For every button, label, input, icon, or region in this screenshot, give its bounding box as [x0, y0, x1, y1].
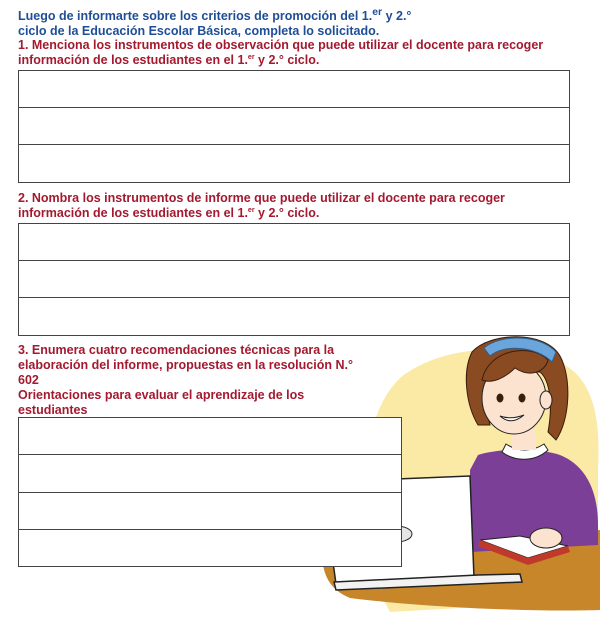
intro-sup: er	[372, 7, 383, 18]
answer-line[interactable]	[19, 455, 401, 492]
intro-line2: ciclo de la Educación Escolar Básica, completa lo solicitado.	[18, 24, 380, 39]
answer-line[interactable]	[19, 493, 401, 530]
intro-line1-b: y 2.°	[382, 9, 412, 24]
answer-line[interactable]	[19, 530, 401, 567]
eye-right	[519, 394, 526, 403]
question-3-line: 3. Enumera cuatro recomendaciones técnicas para la	[18, 343, 335, 357]
question-1	[18, 38, 578, 68]
answer-box-2	[18, 223, 570, 336]
question-2-text: 2. Nombra los instrumentos de informe que puede utilizar el docente para recoger información de los estudiantes en el 1.	[18, 191, 505, 220]
answer-box-3	[18, 417, 402, 567]
answer-line[interactable]	[19, 298, 569, 335]
question-2-sup: er	[247, 206, 255, 214]
answer-line[interactable]	[19, 224, 569, 261]
answer-box-1	[18, 70, 570, 183]
question-3-line: Orientaciones para evaluar el aprendizaje de los estudiantes	[18, 388, 305, 417]
answer-line[interactable]	[19, 71, 569, 108]
hand	[530, 528, 562, 548]
question-3-line: elaboración del informe, propuestas en la resolución N.° 602	[18, 358, 353, 387]
intro-text	[18, 5, 418, 39]
question-1-text-end: y 2.° ciclo.	[254, 53, 320, 67]
answer-line[interactable]	[19, 261, 569, 298]
question-1-sup: er	[247, 53, 255, 61]
question-2-text-end: y 2.° ciclo.	[254, 206, 320, 220]
eye-left	[497, 394, 504, 403]
question-2	[18, 191, 578, 221]
answer-line[interactable]	[19, 418, 401, 455]
answer-line[interactable]	[19, 145, 569, 182]
question-1-text: 1. Menciona los instrumentos de observación que puede utilizar el docente para recoger información de los estudiantes en el 1.	[18, 38, 544, 67]
ear	[540, 391, 552, 409]
answer-line[interactable]	[19, 108, 569, 145]
intro-line1-a: Luego de informarte sobre los criterios de promoción del 1.	[18, 9, 373, 24]
